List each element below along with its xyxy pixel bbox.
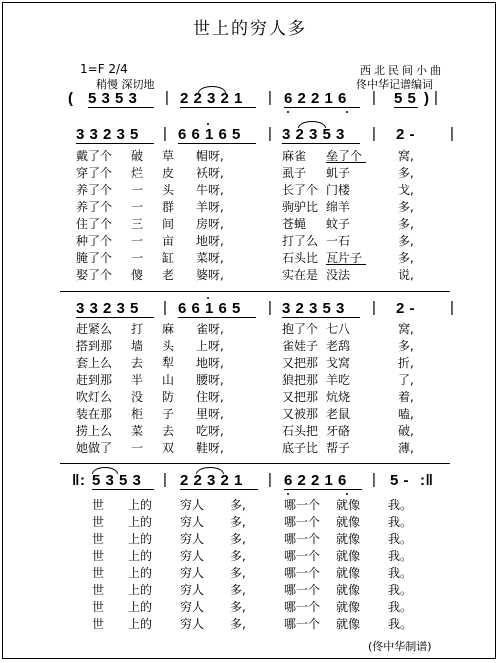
lyric: 一 xyxy=(131,234,144,248)
beam xyxy=(76,317,154,318)
lyric: 养了个 xyxy=(76,200,113,214)
lyric: 世 xyxy=(92,498,105,512)
lyric: 地呀, xyxy=(196,356,224,370)
lyric: 房呀, xyxy=(196,217,224,231)
lyric: 七八 xyxy=(326,322,351,336)
lyric: 穷人 xyxy=(180,600,205,614)
lyric: 牛呀, xyxy=(196,183,224,197)
lyric: 上呀, xyxy=(196,339,224,353)
intro-open-paren: ( xyxy=(68,90,74,107)
beam xyxy=(284,489,362,490)
lyric: 我。 xyxy=(388,549,413,563)
lyric: 门楼 xyxy=(326,183,351,197)
lyric: 打 xyxy=(131,322,144,336)
beam xyxy=(92,489,154,490)
lyric: 老鸹 xyxy=(326,339,351,353)
lyric: 去 xyxy=(162,424,175,438)
lyric: 石头比 xyxy=(282,251,319,265)
lyric: 麻雀 xyxy=(282,149,307,163)
barline: | xyxy=(268,299,272,316)
lyric: 地呀, xyxy=(196,234,224,248)
lyric: 哪一个 xyxy=(284,583,321,597)
intro-close-paren: ) xyxy=(424,90,430,107)
beam xyxy=(284,107,360,108)
lyric: 哪一个 xyxy=(284,515,321,529)
lyric: 穷人 xyxy=(180,549,205,563)
lyric: 一 xyxy=(131,251,144,265)
lyric: 世 xyxy=(92,549,105,563)
lyric: 就像 xyxy=(336,600,361,614)
lyric: 上的 xyxy=(128,617,153,631)
lyric-underline xyxy=(326,162,366,163)
lyric: 老鼠 xyxy=(326,407,351,421)
high-octave-dot xyxy=(207,123,209,125)
lyric: 我。 xyxy=(388,532,413,546)
s3-measure-4: 5 - xyxy=(390,472,410,489)
low-octave-dot xyxy=(346,111,348,113)
lyric: 去 xyxy=(131,356,144,370)
lyric: 吃呀, xyxy=(196,424,224,438)
lyric: 狼把那 xyxy=(282,373,319,387)
lyric: 她做了 xyxy=(76,441,113,455)
s1-measure-4: 2 - xyxy=(396,126,416,143)
lyric: 鞋呀, xyxy=(196,441,224,455)
lyric: 赶紧么 xyxy=(76,322,113,336)
lyric: 菜 xyxy=(131,424,144,438)
lyric: 绵羊 xyxy=(326,200,351,214)
lyric: 就像 xyxy=(336,617,361,631)
barline: | xyxy=(450,125,454,142)
lyric: 羊吃 xyxy=(326,373,351,387)
lyric: 里呀, xyxy=(196,407,224,421)
lyric: 实在是 xyxy=(282,268,319,282)
barline: | xyxy=(165,89,169,106)
lyric: 炕烧 xyxy=(326,390,351,404)
lyric: 老 xyxy=(162,268,175,282)
lyric: 山 xyxy=(162,373,175,387)
lyric: 窝, xyxy=(398,322,414,336)
lyric: 世 xyxy=(92,617,105,631)
song-title: 世上的穷人多 xyxy=(193,19,307,39)
low-octave-dot xyxy=(346,493,348,495)
lyric: 破 xyxy=(131,149,144,163)
lyric: 打了么 xyxy=(282,234,319,248)
lyric: 多, xyxy=(398,251,414,265)
slur xyxy=(92,467,118,474)
lyric: 捞上么 xyxy=(76,424,113,438)
lyric: 哪一个 xyxy=(284,566,321,580)
beam xyxy=(178,143,256,144)
lyric: 戈窝 xyxy=(326,356,351,370)
beam xyxy=(282,143,360,144)
lyric: 袄呀, xyxy=(196,166,224,180)
lyric: 底子比 xyxy=(282,441,319,455)
lyric: 一石 xyxy=(326,234,351,248)
lyric: 我。 xyxy=(388,583,413,597)
lyric: 穷人 xyxy=(180,498,205,512)
lyric: 帮子 xyxy=(326,441,351,455)
lyric: 穷人 xyxy=(180,566,205,580)
lyric: 哪一个 xyxy=(284,532,321,546)
lyric: 抱了个 xyxy=(282,322,319,336)
lyric: 长了个 xyxy=(282,183,319,197)
genre-label: 西北民间小曲 xyxy=(360,64,444,77)
lyric: 一 xyxy=(131,200,144,214)
lyric: 上的 xyxy=(128,583,153,597)
lyric: 嗑, xyxy=(398,407,414,421)
lyric: 种了个 xyxy=(76,234,113,248)
intro-measure-4: 5 5 xyxy=(394,90,417,107)
lyric: 多, xyxy=(230,532,246,546)
lyric: 群 xyxy=(162,200,175,214)
barline: | xyxy=(163,299,167,316)
s2-measure-2: 6 6 1 6 5 xyxy=(178,300,241,317)
lyric: 住了个 xyxy=(76,217,113,231)
lyric: 又被那 xyxy=(282,407,319,421)
footer-credit: (佟中华制谱) xyxy=(368,640,432,653)
lyric: 多, xyxy=(398,234,414,248)
lyric: 就像 xyxy=(336,498,361,512)
lyric: 穷人 xyxy=(180,583,205,597)
repeat-end-sign: :‖ xyxy=(420,472,434,489)
lyric: 烂 xyxy=(131,166,144,180)
lyric: 上的 xyxy=(128,549,153,563)
lyric: 哪一个 xyxy=(284,600,321,614)
arranger-credit: 佟中华记谱编词 xyxy=(356,78,433,91)
lyric: 世 xyxy=(92,532,105,546)
lyric: 一 xyxy=(131,441,144,455)
lyric: 皮 xyxy=(162,166,175,180)
low-octave-dot xyxy=(287,111,289,113)
lyric: 腰呀, xyxy=(196,373,224,387)
lyric: 搭到那 xyxy=(76,339,113,353)
lyric: 着, xyxy=(398,390,414,404)
tempo-marking: 稍慢 深切地 xyxy=(96,78,155,91)
lyric: 墙 xyxy=(131,339,144,353)
lyric: 就像 xyxy=(336,515,361,529)
lyric: 我。 xyxy=(388,600,413,614)
intro-measure-1: 5 3 5 3 xyxy=(88,90,138,107)
lyric: 草 xyxy=(162,149,175,163)
final-barline: | xyxy=(434,89,438,106)
lyric: 上的 xyxy=(128,515,153,529)
lyric: 蚊子 xyxy=(326,217,351,231)
lyric: 犁 xyxy=(162,356,175,370)
s1-measure-1: 3 3 2 3 5 xyxy=(76,126,139,143)
lyric: 防 xyxy=(162,390,175,404)
lyric-underline xyxy=(326,264,366,265)
beam xyxy=(180,107,256,108)
lyric: 哪一个 xyxy=(284,498,321,512)
lyric: 头 xyxy=(162,183,175,197)
s2-measure-1: 3 3 2 3 5 xyxy=(76,300,139,317)
lyric: 穷人 xyxy=(180,515,205,529)
lyric: 雀呀, xyxy=(196,322,224,336)
lyric: 麻 xyxy=(162,322,175,336)
s1-measure-3: 3 2 3 5 3 xyxy=(282,126,345,143)
lyric: 子 xyxy=(162,407,175,421)
lyric: 多, xyxy=(230,515,246,529)
lyric: 套上么 xyxy=(76,356,113,370)
lyric: 雀娃子 xyxy=(282,339,319,353)
lyric: 婆呀, xyxy=(196,268,224,282)
barline: | xyxy=(372,471,376,488)
lyric: 间 xyxy=(162,217,175,231)
lyric: 养了个 xyxy=(76,183,113,197)
lyric: 哪一个 xyxy=(284,549,321,563)
lyric: 又把那 xyxy=(282,356,319,370)
lyric: 缸 xyxy=(162,251,175,265)
beam xyxy=(88,107,154,108)
lyric: 世 xyxy=(92,515,105,529)
s2-measure-3: 3 2 3 5 3 xyxy=(282,300,345,317)
lyric: 我。 xyxy=(388,515,413,529)
lyric: 双 xyxy=(162,441,175,455)
lyric: 多, xyxy=(398,217,414,231)
lyric: 驹驴比 xyxy=(282,200,319,214)
low-octave-dot xyxy=(287,493,289,495)
lyric: 住呀, xyxy=(196,390,224,404)
lyric: 折, xyxy=(398,356,414,370)
lyric: 了, xyxy=(398,373,414,387)
lyric: 菜呀, xyxy=(196,251,224,265)
beam xyxy=(180,489,258,490)
lyric: 多, xyxy=(230,566,246,580)
lyric: 石头把 xyxy=(282,424,319,438)
lyric: 牙硌 xyxy=(326,424,351,438)
high-octave-dot xyxy=(207,297,209,299)
lyric: 戴了个 xyxy=(76,149,113,163)
lyric: 吹灯么 xyxy=(76,390,113,404)
lyric: 哪一个 xyxy=(284,617,321,631)
s3-measure-2: 2 2 3 2 1 xyxy=(180,472,243,489)
lyric: 柜 xyxy=(131,407,144,421)
lyric: 苍蝇 xyxy=(282,217,307,231)
lyric: 戈, xyxy=(398,183,414,197)
lyric: 窝, xyxy=(398,149,414,163)
lyric: 就像 xyxy=(336,583,361,597)
lyric: 多, xyxy=(230,583,246,597)
slur xyxy=(198,86,226,93)
barline: | xyxy=(372,125,376,142)
lyric: 说, xyxy=(398,268,414,282)
lyric: 瓦片子 xyxy=(326,251,363,265)
lyric: 破, xyxy=(398,424,414,438)
s3-measure-3: 6 2 2 1 6 xyxy=(284,472,347,489)
lyric: 多, xyxy=(230,617,246,631)
s3-measure-1: 5 3 5 3 xyxy=(92,472,142,489)
lyric: 多, xyxy=(230,498,246,512)
barline: | xyxy=(268,89,272,106)
lyric: 傻 xyxy=(131,268,144,282)
lyric: 我。 xyxy=(388,617,413,631)
lyric: 腌了个 xyxy=(76,251,113,265)
lyric: 就像 xyxy=(336,566,361,580)
lyric: 又把那 xyxy=(282,390,319,404)
lyric: 装在那 xyxy=(76,407,113,421)
lyric: 我。 xyxy=(388,566,413,580)
lyric: 穷人 xyxy=(180,532,205,546)
lyric: 上的 xyxy=(128,566,153,580)
barline: | xyxy=(268,471,272,488)
lyric: 半 xyxy=(131,373,144,387)
slur xyxy=(298,121,326,128)
lyric: 多, xyxy=(230,549,246,563)
lyric: 头 xyxy=(162,339,175,353)
lyric: 世 xyxy=(92,600,105,614)
beam xyxy=(76,143,154,144)
lyric: 多, xyxy=(398,339,414,353)
slur xyxy=(196,467,224,474)
barline: | xyxy=(268,125,272,142)
lyric: 赶到那 xyxy=(76,373,113,387)
barline: | xyxy=(450,299,454,316)
lyric: 薄, xyxy=(398,441,414,455)
lyric: 一 xyxy=(131,183,144,197)
key-signature: 1=F 2/4 xyxy=(80,62,128,76)
lyric: 多, xyxy=(230,600,246,614)
barline: | xyxy=(372,89,376,106)
beam xyxy=(394,107,418,108)
lyric: 娶了个 xyxy=(76,268,113,282)
lyric: 我。 xyxy=(388,498,413,512)
separator-line xyxy=(60,291,450,292)
lyric: 上的 xyxy=(128,498,153,512)
lyric: 世 xyxy=(92,566,105,580)
lyric: 穿了个 xyxy=(76,166,113,180)
lyric: 三 xyxy=(131,217,144,231)
beam xyxy=(178,317,256,318)
lyric: 亩 xyxy=(162,234,175,248)
s2-measure-4: 2 - xyxy=(396,300,416,317)
lyric: 羊呀, xyxy=(196,200,224,214)
lyric: 就像 xyxy=(336,532,361,546)
lyric: 虮子 xyxy=(326,166,351,180)
repeat-start-sign: ‖: xyxy=(72,472,86,489)
lyric: 帽呀, xyxy=(196,149,224,163)
barline: | xyxy=(372,299,376,316)
lyric: 垒了个 xyxy=(326,149,363,163)
lyric: 上的 xyxy=(128,600,153,614)
lyric: 没 xyxy=(131,390,144,404)
separator-line xyxy=(60,463,450,464)
lyric: 世 xyxy=(92,583,105,597)
intro-measure-2: 2 2 3 2 1 xyxy=(180,90,243,107)
beam xyxy=(282,317,360,318)
lyric: 就像 xyxy=(336,549,361,563)
barline: | xyxy=(163,125,167,142)
lyric: 没法 xyxy=(326,268,351,282)
lyric: 多, xyxy=(398,166,414,180)
lyric: 多, xyxy=(398,200,414,214)
s1-measure-2: 6 6 1 6 5 xyxy=(178,126,241,143)
intro-measure-3: 6 2 2 1 6 xyxy=(284,90,347,107)
lyric: 虱子 xyxy=(282,166,307,180)
lyric: 上的 xyxy=(128,532,153,546)
barline: | xyxy=(163,471,167,488)
lyric: 穷人 xyxy=(180,617,205,631)
